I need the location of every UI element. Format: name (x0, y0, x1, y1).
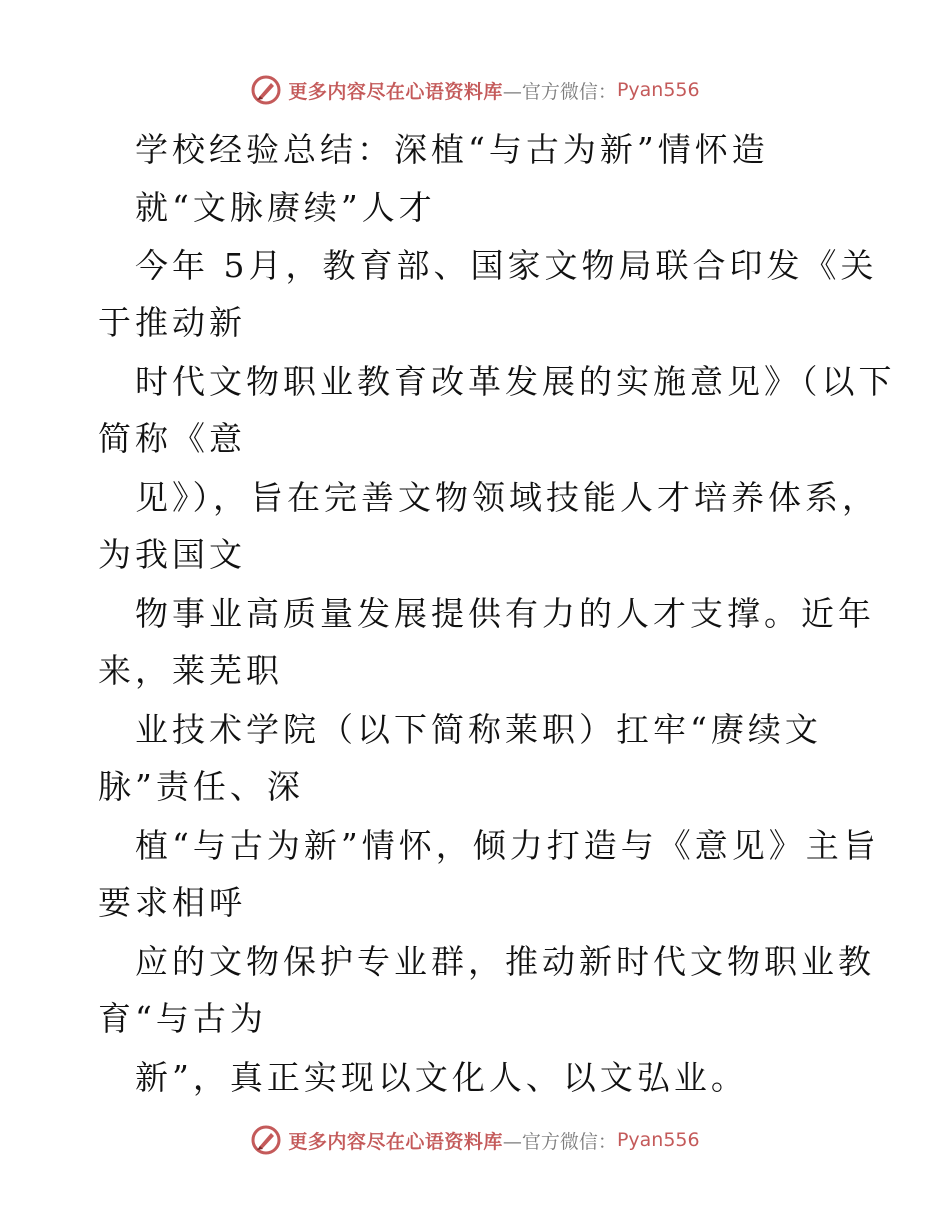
paragraph-line: 今年 5月，教育部、国家文物局联合印发《关 (135, 246, 878, 285)
paragraph-line: 要求相呼 (98, 883, 246, 922)
paragraph-line: 业技术学院（以下简称莱职）扛牢“赓续文 (135, 710, 822, 749)
paragraph-line: 见》），旨在完善文物领域技能人才培养体系， (135, 478, 879, 517)
paragraph-line: 育“与古为 (98, 999, 267, 1038)
watermark-suffix: —官方微信： (502, 1130, 617, 1153)
paragraph-line: 应的文物保护专业群，推动新时代文物职业教 (135, 942, 875, 981)
footer-watermark (0, 1120, 950, 1160)
paragraph-line: 来，莱芜职 (98, 651, 283, 690)
header-watermark (0, 70, 950, 110)
watermark-wechat-id: Pyan556 (616, 1129, 700, 1151)
title-line-1: 学校经验总结：深植“与古为新”情怀造 (135, 130, 769, 169)
paragraph-line: 脉”责任、深 (98, 767, 304, 806)
watermark-text: 更多内容尽在心语资料库 (288, 1130, 503, 1153)
pen-logo-icon (250, 74, 282, 106)
watermark-wechat-id: Pyan556 (616, 79, 700, 101)
watermark-suffix: —官方微信： (502, 80, 617, 103)
paragraph-line: 植“与古为新”情怀，倾力打造与《意见》主旨 (135, 826, 880, 865)
paragraph-line: 物事业高质量发展提供有力的人才支撑。近年 (135, 594, 875, 633)
paragraph-line: 时代文物职业教育改革发展的实施意见》（以下 (135, 362, 896, 401)
paragraph-line: 于推动新 (98, 303, 246, 342)
title-line-2: 就“文脉赓续”人才 (135, 188, 436, 227)
paragraph-line: 为我国文 (98, 535, 246, 574)
pen-logo-icon (250, 1124, 282, 1156)
paragraph-line: 新”，真正实现以文化人、以文弘业。 (135, 1058, 748, 1097)
watermark-text: 更多内容尽在心语资料库 (288, 80, 503, 103)
paragraph-line: 简称《意 (98, 419, 246, 458)
